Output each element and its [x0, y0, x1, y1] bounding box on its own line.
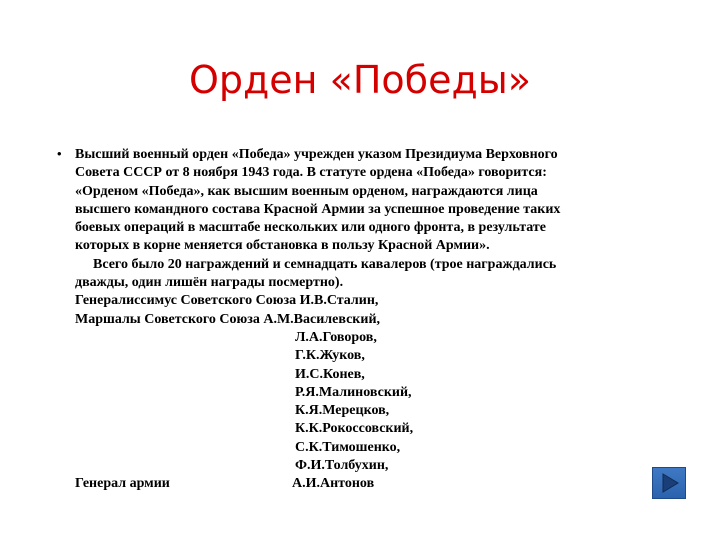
next-slide-button[interactable] — [652, 467, 686, 499]
marshal-name: И.С.Конев, — [295, 366, 365, 382]
paragraph-line: которых в корне меняется обстановка в пользу Красной Армии». — [75, 238, 490, 254]
awards-line: дважды, один лишён награды посмертно). — [75, 275, 344, 291]
marshal-name: Ф.И.Толбухин, — [295, 458, 389, 474]
marshal-name: Р.Я.Малиновский, — [295, 384, 412, 400]
paragraph-line: Совета СССР от 8 ноября 1943 года. В статуте ордена «Победа» говорится: — [75, 165, 547, 181]
marshal-name: К.К.Рокоссовский, — [295, 421, 414, 437]
stalin-line: Генералиссимус Советского Союза И.В.Сталин, — [75, 293, 379, 309]
paragraph-line: высшего командного состава Красной Армии за успешное проведение таких — [75, 201, 561, 217]
awards-line: Всего было 20 награждений и семнадцать кавалеров (трое награждались — [93, 256, 557, 272]
marshal-name: Г.К.Жуков, — [295, 348, 365, 364]
marshal-name: К.Я.Мерецков, — [295, 403, 390, 419]
general-name: А.И.Антонов — [292, 476, 375, 491]
marshal-name: С.К.Тимошенко, — [295, 439, 401, 455]
body-text — [75, 146, 655, 475]
play-right-icon — [653, 468, 685, 498]
general-label: Генерал армии — [75, 476, 170, 491]
paragraph-line: Высший военный орден «Победа» учрежден указом Президиума Верховного — [75, 147, 558, 162]
marshal-name: Л.А.Говоров, — [295, 329, 377, 345]
marshals-line: Маршалы Советского Союза А.М.Василевский, — [75, 311, 381, 327]
slide-title: Орден «Победы» — [188, 58, 532, 102]
bullet-marker: • — [57, 146, 62, 161]
paragraph-line: боевых операций в масштабе нескольких или одного фронта, в результате — [75, 220, 547, 236]
paragraph-line: «Орденом «Победа», как высшим военным орденом, награждаются лица — [75, 183, 538, 199]
